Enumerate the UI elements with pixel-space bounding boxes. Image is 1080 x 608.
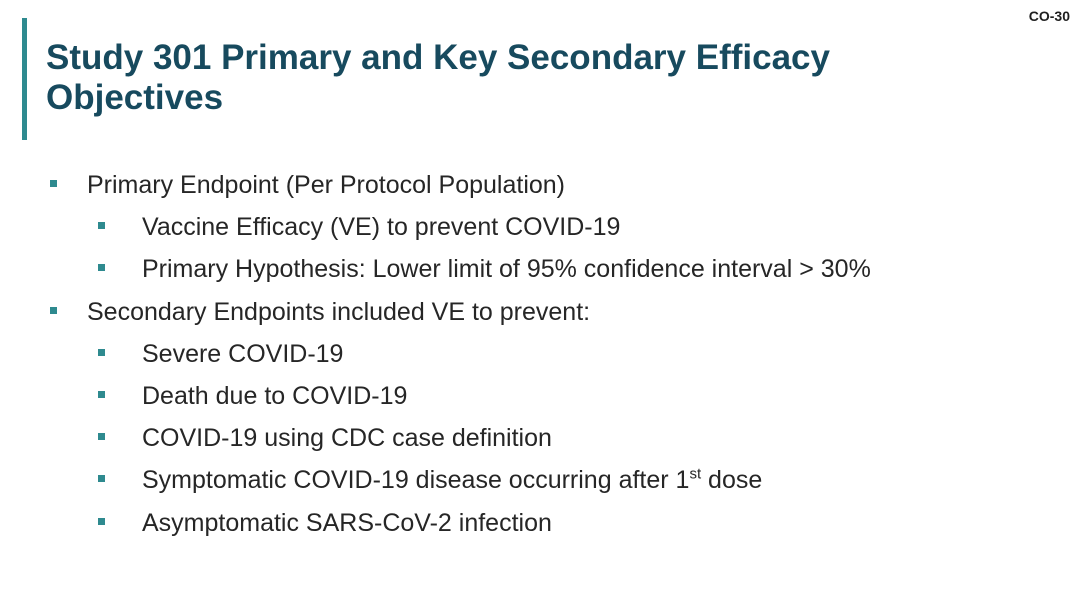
square-bullet-icon: [98, 264, 105, 271]
bullet-secondary-endpoints: [0, 291, 1080, 333]
bullet-text: Asymptomatic SARS-CoV-2 infection: [142, 508, 552, 537]
square-bullet-icon: [98, 475, 105, 482]
square-bullet-icon: [50, 307, 57, 314]
bullet-text: Secondary Endpoints included VE to prevent:: [87, 297, 591, 326]
bullet-vaccine-efficacy: [0, 206, 1080, 248]
bullet-text: COVID-19 using CDC case definition: [142, 424, 552, 453]
square-bullet-icon: [98, 391, 105, 398]
title-accent-bar: [22, 18, 27, 140]
square-bullet-icon: [98, 222, 105, 229]
bullet-symptomatic-first-dose: [0, 459, 1080, 501]
bullet-text: Primary Hypothesis: Lower limit of 95% confidence interval > 30%: [142, 255, 871, 284]
bullet-text: Vaccine Efficacy (VE) to prevent COVID-19: [142, 213, 621, 242]
bullet-asymptomatic-infection: [0, 502, 1080, 544]
square-bullet-icon: [98, 349, 105, 356]
bullet-cdc-definition: [0, 417, 1080, 459]
bullet-text: Death due to COVID-19: [142, 381, 408, 410]
ordinal-superscript: st: [689, 465, 702, 483]
bullet-text-before: Symptomatic COVID-19 disease occurring after 1: [142, 466, 690, 495]
bullet-text: Severe COVID-19: [142, 339, 344, 368]
square-bullet-icon: [50, 180, 57, 187]
bullet-text-after: dose: [701, 466, 763, 495]
bullet-severe-covid: [0, 333, 1080, 375]
slide-number: CO-30: [1028, 8, 1070, 24]
bullet-list: [0, 164, 1080, 544]
bullet-text: [142, 459, 762, 501]
bullet-primary-hypothesis: [0, 248, 1080, 290]
bullet-primary-endpoint: [0, 164, 1080, 206]
bullet-death: [0, 375, 1080, 417]
square-bullet-icon: [98, 433, 105, 440]
bullet-text: Primary Endpoint (Per Protocol Population): [87, 171, 566, 199]
slide-title: Study 301 Primary and Key Secondary Efficacy Objectives: [46, 38, 830, 117]
square-bullet-icon: [98, 518, 105, 525]
